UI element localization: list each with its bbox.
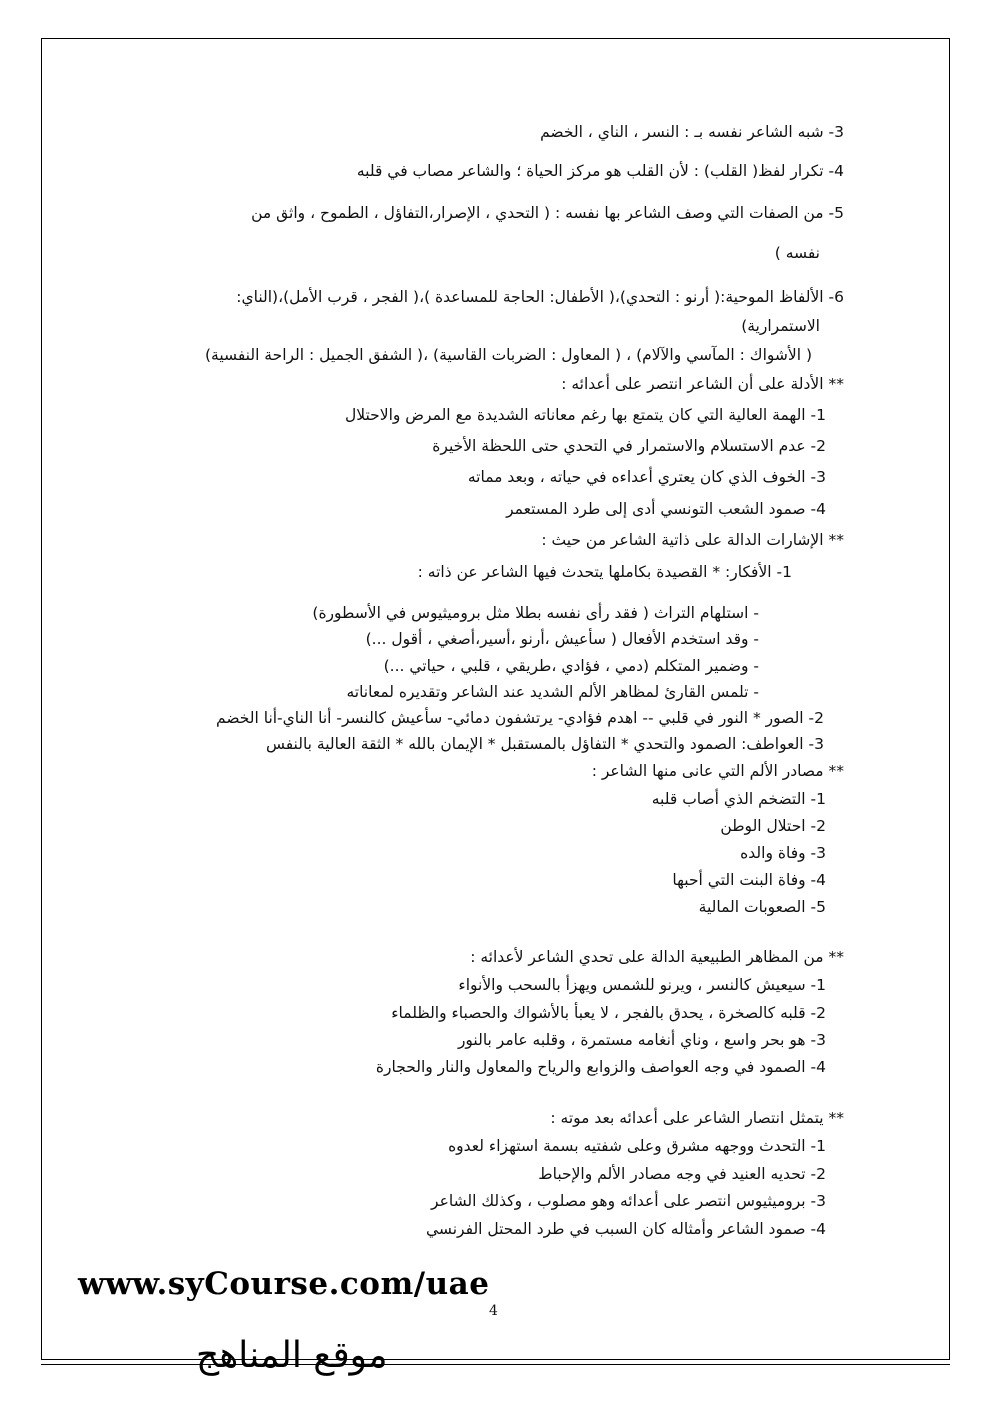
list-item: 4- صمود الشاعر وأمثاله كان السبب في طرد المحتل الفرنسي [425, 1220, 826, 1238]
list-item: 2- الصور * النور في قلبي -- اهدم فؤادي- يرتشفون دمائي- سأعيش كالنسر- أنا الناي-أنا الخضم [216, 709, 824, 727]
list-item: 2- تحديه العنيد في وجه مصادر الألم والإحباط [538, 1165, 826, 1183]
list-item: 3- بروميثيوس انتصر على أعدائه وهو مصلوب ، وكذلك الشاعر [431, 1192, 826, 1210]
text-line: 3- شبه الشاعر نفسه بـ : النسر ، الناي ، الخضم [540, 123, 844, 141]
section-heading: ** يتمثل انتصار الشاعر على أعدائه بعد موته : [550, 1109, 844, 1127]
list-item: 1- الأفكار: * القصيدة بكاملها يتحدث فيها الشاعر عن ذاته : [417, 563, 792, 581]
list-item: 4- الصمود في وجه العواصف والزوابع والرياح والمعاول والنار والحجارة [375, 1058, 826, 1076]
text-line: الاستمرارية) [741, 317, 820, 335]
list-item: 2- احتلال الوطن [720, 817, 826, 835]
list-item: 1- الهمة العالية التي كان يتمتع بها رغم معاناته الشديدة مع المرض والاحتلال [344, 406, 826, 424]
text-line: ( الأشواك : المآسي والآلام) ، ( المعاول : الضربات القاسية) ،( الشفق الجميل : الراحة النفسية) [204, 346, 812, 364]
site-url-link[interactable]: www.syCourse.com/uae [78, 1266, 490, 1302]
section-heading: ** من المظاهر الطبيعية الدالة على تحدي الشاعر لأعدائه : [470, 948, 844, 966]
list-item: 2- قلبه كالصخرة ، يحدق بالفجر ، لا يعبأ بالأشواك والحصباء والظلماء [391, 1004, 826, 1022]
list-item: 4- صمود الشعب التونسي أدى إلى طرد المستعمر [506, 500, 826, 518]
site-watermark: موقع المناهج [196, 1335, 388, 1376]
list-item: - استلهام التراث ( فقد رأى نفسه بطلا مثل بروميثيوس في الأسطورة) [312, 604, 759, 622]
section-heading: ** الأدلة على أن الشاعر انتصر على أعدائه : [561, 375, 844, 393]
list-item: 3- العواطف: الصمود والتحدي * التفاؤل بالمستقبل * الإيمان بالله * الثقة العالية بالنفس [265, 735, 824, 753]
list-item: - تلمس القارئ لمظاهر الألم الشديد عند الشاعر وتقديره لمعاناته [346, 683, 759, 701]
page-border-bottom-double [41, 1364, 950, 1365]
section-heading: ** الإشارات الدالة على ذاتية الشاعر من حيث : [541, 531, 844, 549]
list-item: 3- هو بحر واسع ، وناي أنغامه مستمرة ، وقلبه عامر بالنور [457, 1031, 826, 1049]
list-item: 1- التحدث ووجهه مشرق وعلى شفتيه بسمة استهزاء لعدوه [448, 1137, 826, 1155]
list-item: 1- التضخم الذي أصاب قلبه [651, 790, 826, 808]
text-line: 6- الألفاظ الموحية:( أرنو : التحدي)،( الأطفال: الحاجة للمساعدة )،( الفجر ، قرب الأمل)،(الناي: [236, 288, 844, 306]
list-item: 4- وفاة البنت التي أحبها [672, 871, 826, 889]
text-line: 5- من الصفات التي وصف الشاعر بها نفسه : ( التحدي ، الإصرار،التفاؤل ، الطموح ، واثق من [251, 204, 844, 222]
section-heading: ** مصادر الألم التي عانى منها الشاعر : [591, 762, 844, 780]
list-item: - وضمير المتكلم (دمي ، فؤادي ،طريقي ، قلبي ، حياتي ...) [383, 657, 759, 675]
page-number: 4 [489, 1303, 498, 1319]
list-item: 3- وفاة والده [740, 844, 826, 862]
list-item: 3- الخوف الذي كان يعتري أعداءه في حياته ، وبعد مماته [467, 468, 826, 486]
list-item: 1- سيعيش كالنسر ، ويرنو للشمس ويهزأ بالسحب والأنواء [458, 976, 826, 994]
list-item: 2- عدم الاستسلام والاستمرار في التحدي حتى اللحظة الأخيرة [432, 437, 826, 455]
list-item: 5- الصعوبات المالية [698, 898, 826, 916]
text-line: 4- تكرار لفظ( القلب) : لأن القلب هو مركز الحياة ؛ والشاعر مصاب في قلبه [356, 162, 844, 180]
text-line: نفسه ) [774, 244, 820, 262]
list-item: - وقد استخدم الأفعال ( سأعيش ،أرنو ،أسير،أصغي ، أقول ...) [365, 630, 759, 648]
